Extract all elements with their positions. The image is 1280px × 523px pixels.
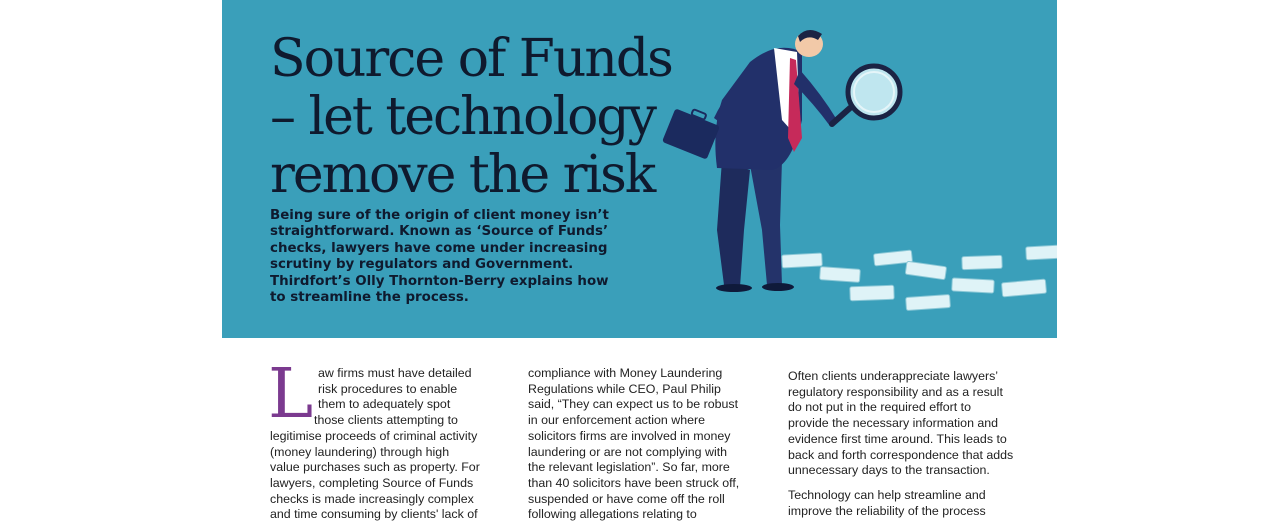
body-line: the relevant legislation”. So far, more: [528, 460, 730, 475]
body-line: legitimise proceeds of criminal activity: [270, 428, 478, 443]
body-line: suspended or have come off the roll: [528, 491, 725, 506]
body-line: risk procedures to enable: [318, 381, 458, 396]
body-line: provide the necessary information and: [788, 416, 999, 431]
body-line: lawyers, completing Source of Funds: [270, 475, 474, 490]
body-line: value purchases such as property. For: [270, 460, 480, 475]
body-line: aw firms must have detailed: [318, 366, 472, 380]
article-standfirst: [270, 208, 620, 306]
standfirst-line: straightforward. Known as ‘Source of Funds’: [270, 224, 609, 240]
body-line: than 40 solicitors have been struck off,: [528, 475, 740, 490]
paragraph-gap: [788, 479, 1028, 488]
body-line: in our enforcement action where: [528, 413, 706, 428]
title-line: remove the risk: [270, 145, 655, 205]
body-line: regulatory responsibility and as a result: [788, 384, 1003, 399]
body-line: and time consuming by clients' lack of: [270, 507, 478, 522]
body-line: improve the reliability of the process: [788, 503, 986, 518]
body-line: back and forth correspondence that adds: [788, 447, 1014, 462]
body-line: following allegations relating to: [528, 507, 697, 522]
title-line: – let technology: [270, 87, 656, 147]
body-line: them to adequately spot: [318, 397, 451, 412]
body-line: evidence first time around. This leads to: [788, 431, 1007, 446]
standfirst-line: checks, lawyers have come under increasing: [270, 240, 608, 256]
drop-cap: L: [268, 355, 314, 434]
body-line: unnecessary days to the transaction.: [788, 463, 990, 478]
article-title: [270, 30, 672, 204]
title-line: Source of Funds: [270, 29, 672, 89]
body-line: do not put in the required effort to: [788, 400, 972, 415]
businessman-magnifier-icon: [622, 0, 1057, 338]
standfirst-line: Being sure of the origin of client money isn’t: [270, 208, 609, 223]
body-line: (money laundering) through high: [270, 444, 450, 459]
body-line: Often clients underappreciate lawyers’: [788, 369, 999, 383]
body-line: those clients attempting to: [314, 413, 458, 428]
article-column-1: [268, 355, 510, 523]
body-line: Regulations while CEO, Paul Philip: [528, 381, 721, 396]
body-line: Technology can help streamline and: [788, 487, 986, 502]
article-column-2: [528, 366, 768, 523]
standfirst-line: to streamline the process.: [270, 290, 469, 306]
body-line: laundering or are not complying with: [528, 444, 728, 459]
hero-banner: [222, 0, 1057, 338]
body-line: solicitors firms are involved in money: [528, 428, 731, 443]
body-line: said, “They can expect us to be robust: [528, 397, 739, 412]
banknote-icon: [782, 245, 1057, 310]
body-line: checks is made increasingly complex: [270, 491, 474, 506]
article-column-3: [788, 369, 1028, 519]
standfirst-line: Thirdfort’s Olly Thornton-Berry explains how: [270, 273, 609, 289]
body-line: compliance with Money Laundering: [528, 366, 723, 380]
standfirst-line: scrutiny by regulators and Government.: [270, 257, 574, 273]
